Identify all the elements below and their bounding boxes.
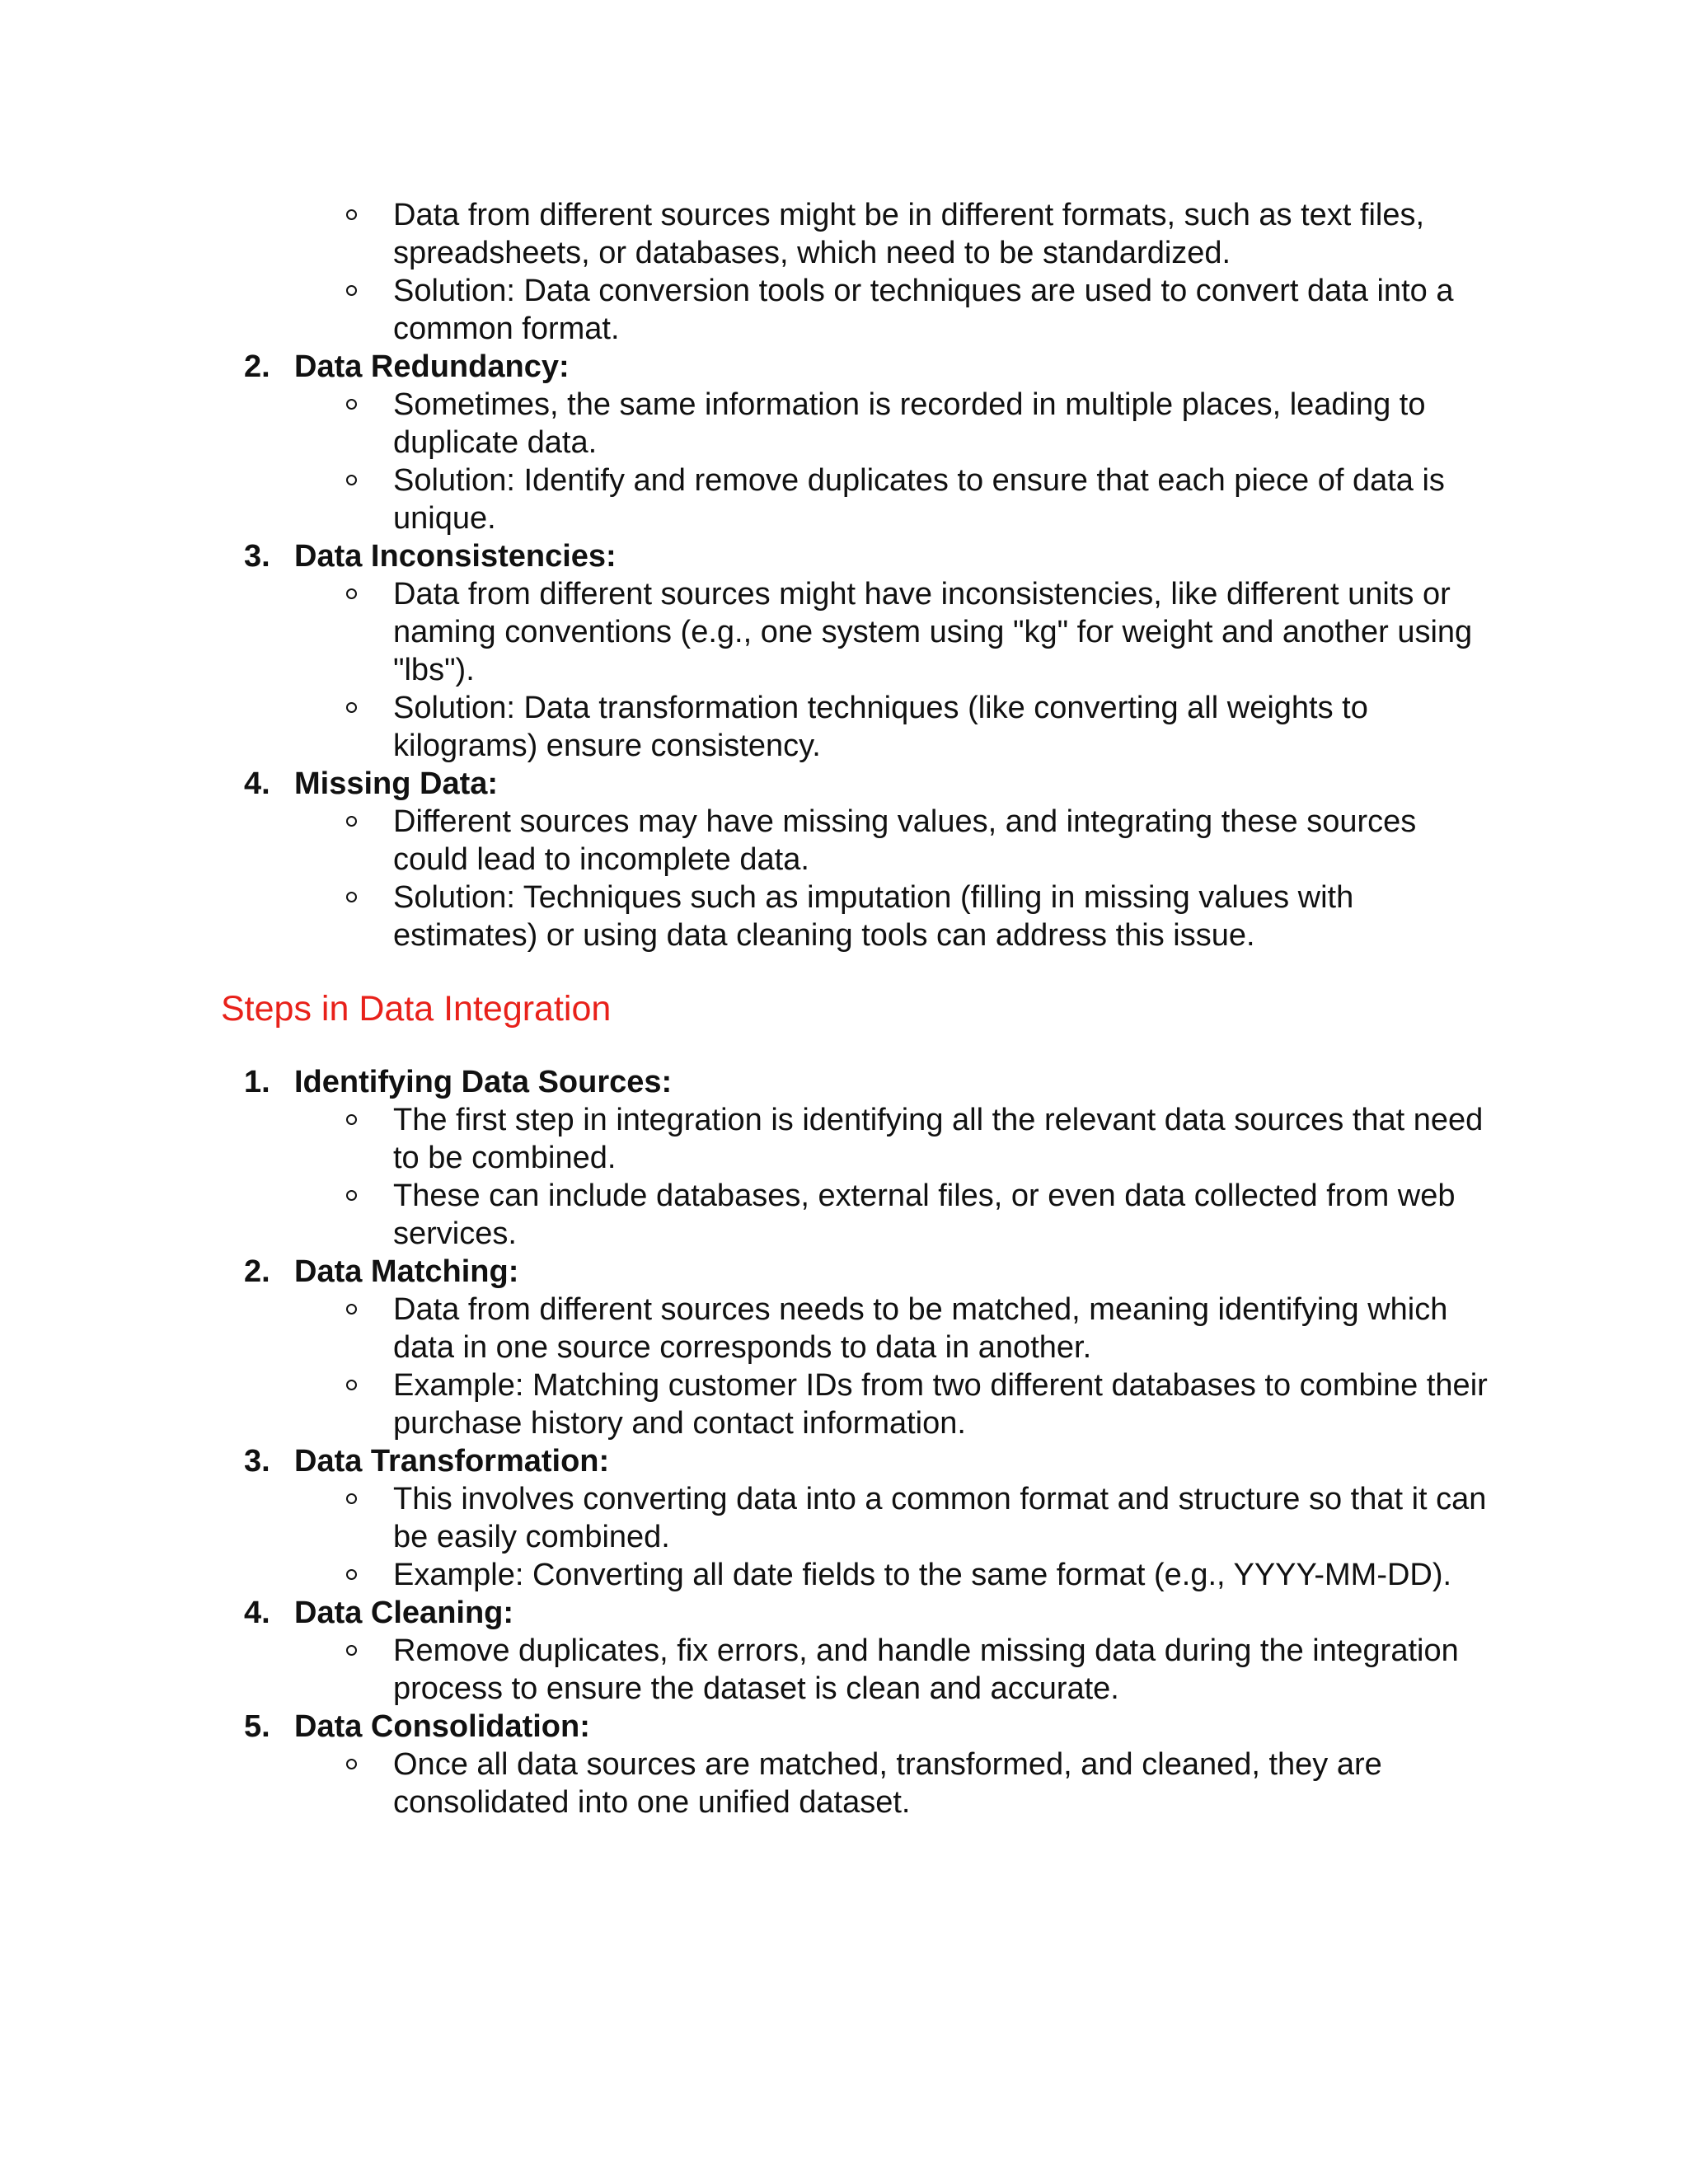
list-item bbox=[0, 1177, 1688, 1253]
list-item bbox=[0, 879, 1688, 954]
hollow-circle-bullet-icon bbox=[345, 1366, 364, 1404]
bullet-text: Example: Matching customer IDs from two different databases to combine their purchase history and contact information. bbox=[393, 1368, 1488, 1441]
bullet-text: Data from different sources needs to be matched, meaning identifying which data in one source corresponds to data in another. bbox=[393, 1292, 1448, 1365]
hollow-circle-bullet-icon bbox=[345, 1291, 364, 1329]
list-item bbox=[0, 1556, 1688, 1594]
section-heading: Steps in Data Integration bbox=[221, 989, 612, 1029]
list-item bbox=[0, 803, 1688, 879]
hollow-circle-bullet-icon bbox=[345, 1101, 364, 1139]
hollow-circle-bullet-icon bbox=[345, 1556, 364, 1594]
hollow-circle-bullet-icon bbox=[345, 386, 364, 424]
item-title: Data Redundancy: bbox=[294, 349, 570, 384]
numbered-item bbox=[0, 1253, 1688, 1291]
continuation-list bbox=[0, 196, 1688, 348]
item-title: Data Inconsistencies: bbox=[294, 539, 617, 574]
bullet-text: These can include databases, external files, or even data collected from web services. bbox=[393, 1179, 1456, 1251]
item-number: 3. bbox=[244, 1444, 270, 1479]
numbered-item bbox=[0, 1063, 1688, 1101]
bullet-text: Sometimes, the same information is recorded in multiple places, leading to duplicate data. bbox=[393, 387, 1426, 460]
bullet-text: Solution: Identify and remove duplicates to ensure that each piece of data is unique. bbox=[393, 463, 1445, 536]
steps-list bbox=[0, 1063, 1688, 1821]
hollow-circle-bullet-icon bbox=[345, 879, 364, 916]
item-title: Missing Data: bbox=[294, 766, 499, 801]
item-title: Data Transformation: bbox=[294, 1444, 610, 1479]
hollow-circle-bullet-icon bbox=[345, 575, 364, 613]
item-number: 1. bbox=[244, 1065, 270, 1099]
hollow-circle-bullet-icon bbox=[345, 1632, 364, 1670]
challenges-list bbox=[0, 348, 1688, 954]
bullet-text: Solution: Data conversion tools or techniques are used to convert data into a common format. bbox=[393, 274, 1454, 346]
bullet-text: Solution: Data transformation techniques (like converting all weights to kilograms) ensure consistency. bbox=[393, 691, 1368, 763]
hollow-circle-bullet-icon bbox=[345, 462, 364, 499]
hollow-circle-bullet-icon bbox=[345, 803, 364, 841]
list-item bbox=[0, 196, 1688, 272]
bullet-text: Solution: Techniques such as imputation (filling in missing values with estimates) or using data cleaning tools can address this issue. bbox=[393, 880, 1354, 953]
list-item bbox=[0, 386, 1688, 462]
item-number: 4. bbox=[244, 766, 270, 801]
item-title: Data Cleaning: bbox=[294, 1596, 514, 1630]
list-item bbox=[0, 575, 1688, 689]
bullet-text: This involves converting data into a common format and structure so that it can be easily combined. bbox=[393, 1482, 1487, 1554]
item-number: 2. bbox=[244, 1254, 270, 1289]
list-item bbox=[0, 1291, 1688, 1366]
list-item bbox=[0, 272, 1688, 348]
bullet-text: Example: Converting all date fields to the same format (e.g., YYYY-MM-DD). bbox=[393, 1558, 1452, 1592]
item-number: 5. bbox=[244, 1709, 270, 1744]
bullet-text: Remove duplicates, fix errors, and handle missing data during the integration process to ensure the dataset is clean and accurate. bbox=[393, 1633, 1459, 1706]
list-item bbox=[0, 1746, 1688, 1821]
bullet-text: Different sources may have missing values, and integrating these sources could lead to incomplete data. bbox=[393, 804, 1417, 877]
item-number: 2. bbox=[244, 349, 270, 384]
hollow-circle-bullet-icon bbox=[345, 689, 364, 727]
bullet-text: Data from different sources might be in different formats, such as text files, spreadsheets, or databases, which need to be standardized. bbox=[393, 198, 1425, 270]
numbered-item bbox=[0, 1442, 1688, 1480]
hollow-circle-bullet-icon bbox=[345, 1746, 364, 1783]
bullet-text: Once all data sources are matched, transformed, and cleaned, they are consolidated into one unified dataset. bbox=[393, 1747, 1382, 1820]
list-item bbox=[0, 1480, 1688, 1556]
numbered-item bbox=[0, 348, 1688, 386]
list-item bbox=[0, 462, 1688, 537]
numbered-item bbox=[0, 1594, 1688, 1632]
numbered-item bbox=[0, 537, 1688, 575]
list-item bbox=[0, 689, 1688, 765]
hollow-circle-bullet-icon bbox=[345, 272, 364, 310]
numbered-item bbox=[0, 1708, 1688, 1746]
list-item bbox=[0, 1101, 1688, 1177]
numbered-item bbox=[0, 765, 1688, 803]
item-number: 4. bbox=[244, 1596, 270, 1630]
item-title: Data Consolidation: bbox=[294, 1709, 590, 1744]
bullet-text: The first step in integration is identifying all the relevant data sources that need to be combined. bbox=[393, 1103, 1484, 1175]
item-title: Data Matching: bbox=[294, 1254, 519, 1289]
list-item bbox=[0, 1632, 1688, 1708]
hollow-circle-bullet-icon bbox=[345, 1480, 364, 1518]
hollow-circle-bullet-icon bbox=[345, 1177, 364, 1215]
item-title: Identifying Data Sources: bbox=[294, 1065, 673, 1099]
hollow-circle-bullet-icon bbox=[345, 196, 364, 234]
list-item bbox=[0, 1366, 1688, 1442]
bullet-text: Data from different sources might have inconsistencies, like different units or naming conventions (e.g., one system using "kg" for weight and another using "lbs"). bbox=[393, 577, 1473, 687]
item-number: 3. bbox=[244, 539, 270, 574]
